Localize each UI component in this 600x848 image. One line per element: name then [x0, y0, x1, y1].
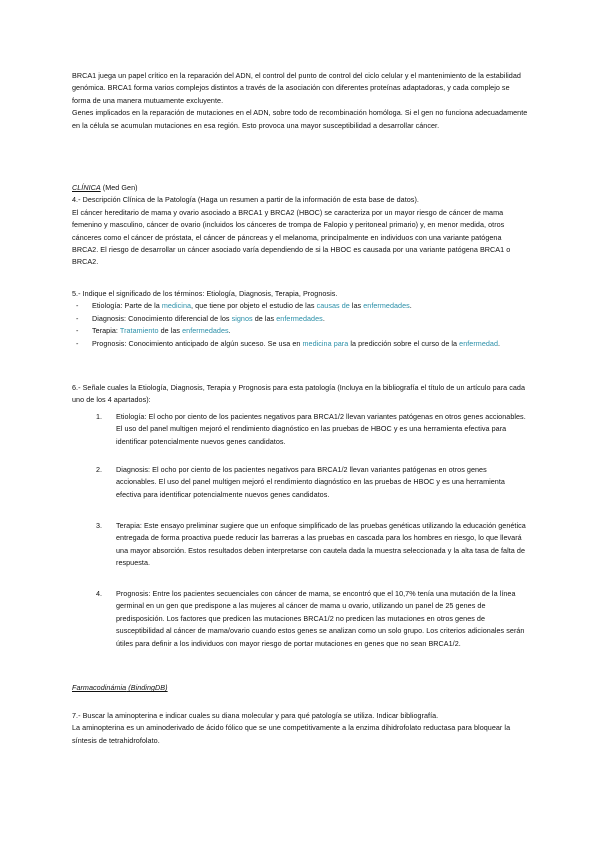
term-text: las [349, 301, 364, 311]
list-item [92, 520, 528, 570]
term-text: de las [252, 313, 277, 323]
term-text: la predicción sobre el curso de la [348, 338, 460, 348]
term-text: de las [158, 326, 183, 336]
term-link[interactable]: enfermedades [363, 301, 410, 311]
term-text: . [322, 313, 325, 323]
terms-list [72, 300, 528, 350]
intro-paragraph-1: BRCA1 juega un papel crítico en la reparación del ADN, el control del punto de control del ciclo celular y el mantenimiento de la estabilidad genómica. BRCA1 forma varios complejos distintos a través de la asociación con diferentes proteínas adaptadoras, y cada complejo se forma de una manera mutuamente excluyente. [72, 71, 521, 105]
question-5: 5.- Indique el significado de los términos: Etiología, Diagnosis, Terapia, Prognosis. [72, 289, 338, 298]
list-item [72, 325, 528, 337]
term-link[interactable]: enfermedad [459, 338, 499, 348]
term-text: Etiología: Parte de la [92, 301, 162, 311]
farma-heading: Farmacodinámia [72, 683, 127, 692]
item-text: Terapia: Este ensayo preliminar sugiere que un enfoque simplificado de las pruebas genéticas utilizando la educación genética entregada de forma proactiva puede reducir las barreras a las pruebas en cascada para los hombres en riesgo, lo que llevará una mayor absorción. Estos resultados deben interpretarse con cautela dada la muestra seleccionada y la alta tasa de falta de respuesta. [116, 521, 526, 568]
item-text: Diagnosis: El ocho por ciento de los pacientes negativos para BRCA1/2 llevan variantes patógenas en otros genes accionables. El uso del panel multigen mejoró el rendimiento diagnóstico en las pruebas de HBOC y es una herramienta efectiva para identificar potencialmente nuevos genes candidatos. [116, 465, 505, 499]
term-link[interactable]: causas de [316, 301, 350, 311]
question-4: 4.- Descripción Clínica de la Patología (Haga un resumen a partir de la información de esta base de datos). [72, 195, 419, 205]
term-link[interactable]: signos [231, 313, 253, 323]
item-number: 1. [96, 412, 103, 421]
answer-4: El cáncer hereditario de mama y ovario asociado a BRCA1 y BRCA2 (HBOC) se caracteriza por un mayor riesgo de cáncer de mama femenino y masculino, cáncer de ovario (incluidos los cánceres de trompa de Falopio y peritoneal primario) y, en menor medida, otros cánceres como el cáncer de próstata, el cáncer de páncreas y el melanoma, principalmente en individuos con una variante patógena BRCA2. El riesgo de desarrollar un cáncer asociado varía dependiendo de si la HBOC es causada por una variante patógena BRCA1 o BRCA2. [72, 207, 511, 267]
q6-item-1 [92, 411, 528, 448]
question-7: 7.- Buscar la aminopterina e indicar cuales su diana molecular y para qué patología se utiliza. Indicar bibliografía. [72, 711, 439, 720]
item-number: 4. [96, 589, 103, 598]
term-text: Prognosis: Conocimiento anticipado de algún suceso. Se usa en [92, 338, 303, 348]
list-item [72, 313, 528, 325]
question-6: 6.- Señale cuales la Etiología, Diagnosis, Terapia y Prognosis para esta patología (Incluya en la bibliografía el título de un artículo para cada uno de los 4 apartados): [72, 383, 526, 405]
q6-item-4 [92, 588, 528, 650]
item-text: Etiología: El ocho por ciento de los pacientes negativos para BRCA1/2 llevan variantes patógenas en otros genes accionables. El uso del panel multigen mejoró el rendimiento diagnóstico en las pruebas de HBOC y es una herramienta efectiva para identificar potencialmente nuevos genes candidatos. [116, 412, 526, 446]
term-link[interactable]: medicina para [302, 338, 349, 348]
term-text: Diagnosis: Conocimiento diferencial de los [92, 313, 232, 323]
question-5-section [72, 288, 528, 350]
answer-7: La aminopterina es un aminoderivado de ácido fólico que se une competitivamente a la enzima dihidrofolato reductasa para bloquear la síntesis de tetrahidrofolato. [72, 723, 511, 745]
term-text: . [228, 326, 231, 336]
farmacodinamia-section [72, 682, 528, 694]
term-text: . [498, 338, 501, 348]
term-link[interactable]: medicina [161, 301, 192, 311]
intro-section [72, 70, 528, 132]
farma-source: (BindingDB) [126, 683, 168, 692]
item-text: Prognosis: Entre los pacientes secuenciales con cáncer de mama, se encontró que el 10,7% tenía una mutación de la línea germinal en un gen que predispone a las mujeres al cáncer de mama u ovario, utilizando un panel de 25 genes de predisposición. Los factores que predicen las mutaciones BRCA1/2 no predicen las mutaciones en otros genes de susceptibilidad al cáncer de mama/ovario cuando estos genes se analizan como un solo grupo. Los criterios adicionales serán útiles para definir a los individuos con mayor riesgo de portar mutaciones en genes que no sean BRCA1/2. [116, 589, 525, 648]
item-number: 2. [96, 465, 103, 474]
question-6-section [72, 382, 528, 407]
clinica-heading: CLÍNICA [72, 183, 101, 192]
list-item [72, 300, 528, 312]
q6-item-3 [92, 520, 528, 570]
intro-paragraph-2: Genes implicados en la reparación de mutaciones en el ADN, sobre todo de recombinación homóloga. Si el gen no funciona adecuadamente en la célula se acumulan mutaciones en esa región. Esto provoca una mayor susceptibilidad a desarrollar cáncer. [72, 108, 528, 130]
term-link[interactable]: Tratamiento [119, 326, 159, 336]
term-link[interactable]: enfermedades [276, 313, 323, 323]
clinica-section [72, 182, 528, 269]
list-item [92, 464, 528, 501]
item-number: 3. [96, 521, 103, 530]
q6-item-2 [92, 464, 528, 501]
list-item [72, 338, 528, 350]
list-item [92, 588, 528, 650]
clinica-source: (Med Gen) [100, 183, 138, 192]
term-text: Terapia: [92, 326, 120, 336]
term-text: , que tiene por objeto el estudio de las [191, 301, 317, 311]
term-link[interactable]: enfermedades [182, 326, 229, 336]
term-text: . [409, 301, 412, 311]
list-item [92, 411, 528, 448]
farma-heading-line [72, 682, 528, 694]
clinica-heading-line [72, 182, 528, 194]
question-7-section [72, 710, 528, 747]
